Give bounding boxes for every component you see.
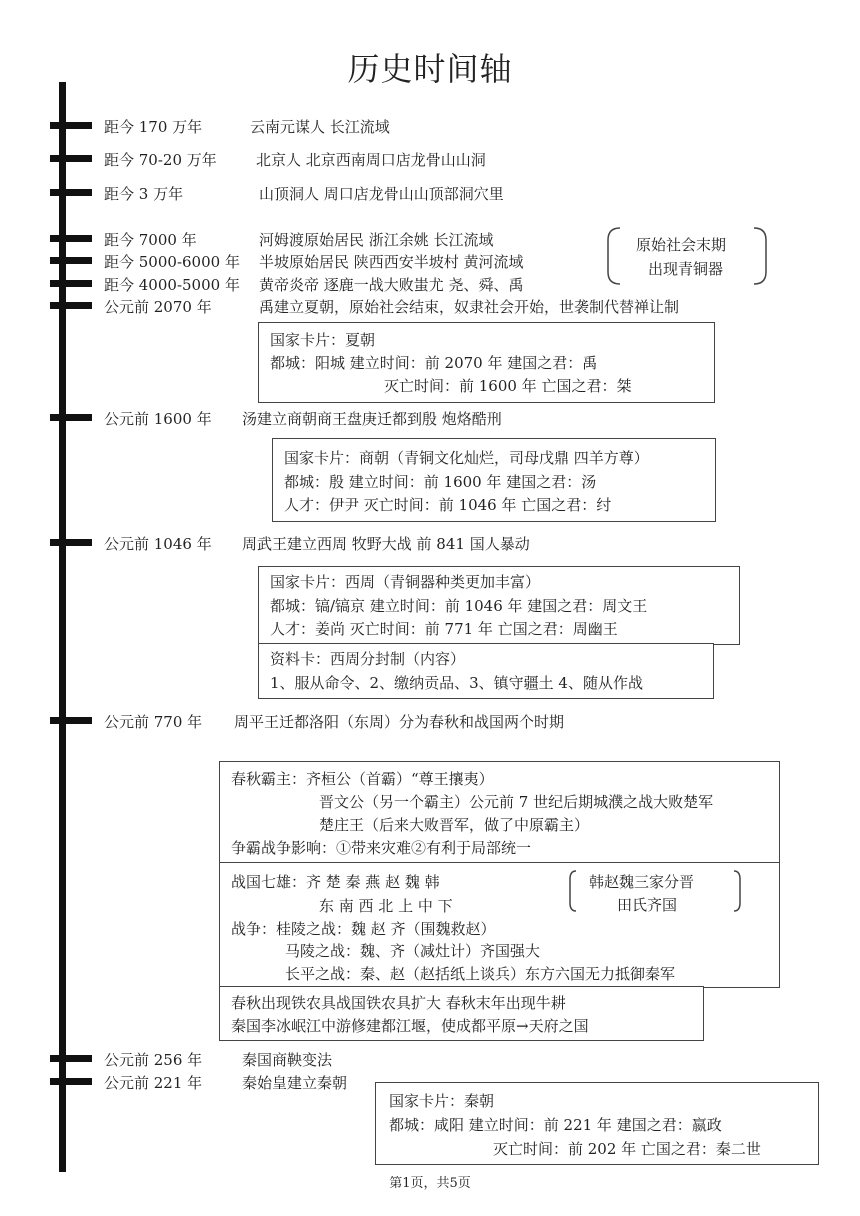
timeline-tick [50, 1055, 92, 1062]
zhanguo-box [219, 862, 780, 988]
event-date: 距今 5000-6000 年 [104, 253, 240, 271]
timeline-tick [50, 257, 92, 264]
card-line: 国家卡片：秦朝 [389, 1092, 495, 1110]
card-line: 都城：殷 建立时间：前 1600 年 建国之君：汤 [284, 473, 597, 491]
timeline-tick [50, 122, 92, 129]
event-date: 距今 4000-5000 年 [104, 276, 240, 294]
card-line: 国家卡片：商朝（青铜文化灿烂，司母戊鼎 四羊方尊） [284, 449, 649, 467]
note-zhanguo-line: 田氏齐国 [617, 896, 678, 914]
timeline-tick [50, 189, 92, 196]
timeline-tick [50, 717, 92, 724]
box-line: 东 南 西 北 上 中 下 [319, 897, 453, 915]
chunqiu-box [219, 761, 780, 864]
box-line: 长平之战：秦、赵（赵括纸上谈兵）东方六国无力抵御秦军 [285, 965, 676, 983]
page-title: 历史时间轴 [347, 50, 513, 88]
card-line: 都城：咸阳 建立时间：前 221 年 建国之君：嬴政 [389, 1116, 722, 1134]
box-line: 楚庄王（后来大败晋军，做了中原霸主） [319, 816, 590, 834]
card-line: 灭亡时间：前 1600 年 亡国之君：桀 [384, 377, 632, 395]
card-line: 都城：镐/镐京 建立时间：前 1046 年 建国之君：周文王 [270, 597, 648, 615]
event-desc: 半坡原始居民 陕西西安半坡村 黄河流域 [259, 253, 524, 271]
event-date: 公元前 221 年 [104, 1074, 203, 1092]
shang-country-card [272, 438, 716, 522]
timeline-tick [50, 1078, 92, 1085]
event-date: 公元前 1600 年 [104, 410, 212, 428]
card-line: 国家卡片：西周（青铜器种类更加丰富） [270, 573, 541, 591]
timeline-tick [50, 235, 92, 242]
card-line: 人才：姜尚 灭亡时间：前 771 年 亡国之君：周幽王 [270, 620, 618, 638]
box-line: 春秋出现铁农具战国铁农具扩大 春秋末年出现牛耕 [231, 994, 566, 1012]
event-date: 距今 70-20 万年 [104, 151, 217, 169]
event-desc: 山顶洞人 周口店龙骨山山顶部洞穴里 [259, 185, 504, 203]
note-primitive-line: 出现青铜器 [648, 260, 724, 278]
xia-country-card [258, 322, 715, 403]
page-footer: 第1页，共5页 [389, 1176, 471, 1191]
event-desc: 禹建立夏朝，原始社会结束，奴隶社会开始，世袭制代替禅让制 [259, 298, 680, 316]
timeline-tick [50, 414, 92, 421]
note-zhanguo-line: 韩赵魏三家分晋 [589, 873, 695, 891]
event-date: 距今 7000 年 [104, 231, 197, 249]
card-line: 1、服从命令、2、缴纳贡品、3、镇守疆土 4、随从作战 [270, 674, 643, 692]
box-line: 争霸战争影响：①带来灾难②有利于局部统一 [231, 839, 532, 857]
event-desc: 秦国商鞅变法 [242, 1051, 333, 1069]
event-desc: 秦始皇建立秦朝 [242, 1074, 348, 1092]
card-line: 都城：阳城 建立时间：前 2070 年 建国之君：禹 [270, 354, 598, 372]
qin-country-card [375, 1082, 819, 1165]
xizhou-country-card [258, 566, 740, 645]
event-date: 距今 3 万年 [104, 185, 184, 203]
timeline-axis [59, 82, 66, 1172]
card-line: 灭亡时间：前 202 年 亡国之君：秦二世 [493, 1140, 761, 1158]
timeline-tick [50, 280, 92, 287]
event-desc: 黄帝炎帝 逐鹿一战大败蚩尤 尧、舜、禹 [259, 276, 524, 294]
event-desc: 河姆渡原始居民 浙江余姚 长江流域 [259, 231, 494, 249]
event-desc: 云南元谋人 长江流域 [250, 118, 390, 136]
timeline-tick [50, 155, 92, 162]
event-date: 公元前 2070 年 [104, 298, 212, 316]
box-line: 马陵之战：魏、齐（减灶计）齐国强大 [285, 942, 541, 960]
event-desc: 周武王建立西周 牧野大战 前 841 国人暴动 [242, 535, 530, 553]
timeline-tick [50, 302, 92, 309]
timeline-tick [50, 539, 92, 546]
event-desc: 周平王迁都洛阳（东周）分为春秋和战国两个时期 [234, 713, 565, 731]
box-line: 秦国李冰岷江中游修建都江堰，使成都平原→天府之国 [231, 1017, 589, 1035]
event-desc: 汤建立商朝商王盘庚迁都到殷 炮烙酷刑 [242, 410, 502, 428]
card-line: 国家卡片：夏朝 [270, 331, 376, 349]
box-line: 战国七雄：齐 楚 秦 燕 赵 魏 韩 [231, 873, 440, 891]
fengjian-data-card [258, 643, 714, 699]
iron-tools-box [219, 986, 704, 1041]
note-primitive-line: 原始社会末期 [636, 236, 727, 254]
box-line: 战争：桂陵之战：魏 赵 齐（围魏救赵） [231, 920, 496, 938]
event-date: 距今 170 万年 [104, 118, 203, 136]
event-date: 公元前 770 年 [104, 713, 203, 731]
event-date: 公元前 1046 年 [104, 535, 212, 553]
event-desc: 北京人 北京西南周口店龙骨山山洞 [256, 151, 486, 169]
box-line: 春秋霸主：齐桓公（首霸）“尊王攘夷） [231, 770, 494, 788]
box-line: 晋文公（另一个霸主）公元前 7 世纪后期城濮之战大败楚军 [319, 793, 714, 811]
card-line: 人才：伊尹 灭亡时间：前 1046 年 亡国之君：纣 [284, 496, 612, 514]
card-line: 资料卡：西周分封制（内容） [270, 650, 466, 668]
event-date: 公元前 256 年 [104, 1051, 203, 1069]
